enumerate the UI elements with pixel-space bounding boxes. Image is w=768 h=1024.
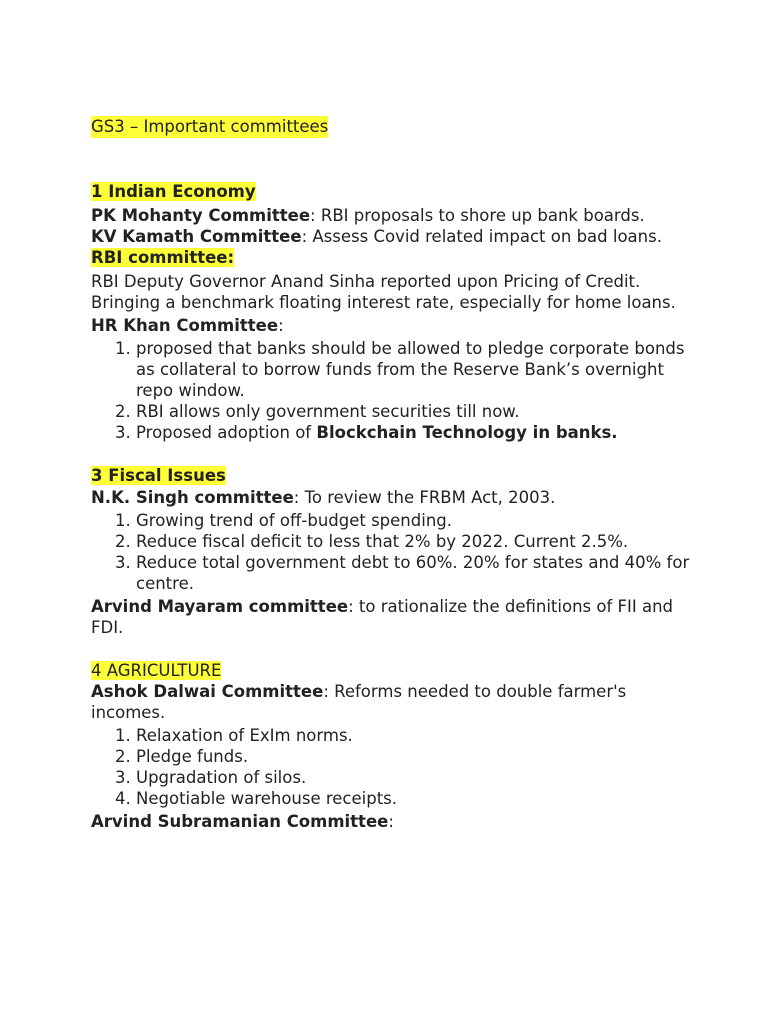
list-item: 1. proposed that banks should be allowed to pledge corporate bonds as collateral to borrow funds from the Reserve Bank’s overnight repo window. <box>136 338 691 401</box>
list-item: 3. Upgradation of silos. <box>136 767 691 788</box>
list-item: 2. Reduce fiscal deficit to less that 2% by 2022. Current 2.5%. <box>136 531 691 552</box>
paragraph-mayaram: Arvind Mayaram committee: to rationalize the definitions of FII and FDI. <box>91 597 674 637</box>
list-item: 1. Relaxation of ExIm norms. <box>136 725 691 746</box>
khan-list <box>91 338 691 443</box>
paragraph-mohanty: PK Mohanty Committee: RBI proposals to shore up bank boards. <box>91 206 645 225</box>
subheading-rbi-committee: RBI committee: <box>91 248 235 267</box>
document-title: GS3 – Important committees <box>91 117 329 136</box>
dalwai-list <box>91 725 691 809</box>
section-heading-fiscal-issues: 3 Fiscal Issues <box>91 466 226 485</box>
document-content <box>91 116 691 832</box>
list-item: 2. Pledge funds. <box>136 746 691 767</box>
committee-name: Arvind Mayaram committee <box>91 597 349 616</box>
paragraph-kamath: KV Kamath Committee: Assess Covid related impact on bad loans. <box>91 227 662 246</box>
list-item: 3. Proposed adoption of Blockchain Technology in banks. <box>136 422 691 443</box>
paragraph-dalwai: Ashok Dalwai Committee: Reforms needed to double farmer's incomes. <box>91 682 627 722</box>
committee-name: KV Kamath Committee <box>91 227 302 246</box>
paragraph-khan: HR Khan Committee: <box>91 316 284 335</box>
committee-name: Arvind Subramanian Committee <box>91 812 389 831</box>
list-item: 1. Growing trend of off-budget spending. <box>136 510 691 531</box>
list-item: 4. Negotiable warehouse receipts. <box>136 788 691 809</box>
paragraph-singh: N.K. Singh committee: To review the FRBM Act, 2003. <box>91 488 556 507</box>
section-heading-agriculture: 4 AGRICULTURE <box>91 661 222 680</box>
committee-name: PK Mohanty Committee <box>91 206 311 225</box>
paragraph-subramanian: Arvind Subramanian Committee: <box>91 812 394 831</box>
list-item: 2. RBI allows only government securities till now. <box>136 401 691 422</box>
list-item: 3. Reduce total government debt to 60%. 20% for states and 40% for centre. <box>136 552 691 594</box>
committee-name: N.K. Singh committee <box>91 488 294 507</box>
committee-name: HR Khan Committee <box>91 316 279 335</box>
section-heading-indian-economy: 1 Indian Economy <box>91 182 256 201</box>
singh-list <box>91 510 691 594</box>
committee-name: Ashok Dalwai Committee <box>91 682 324 701</box>
paragraph-rbi: RBI Deputy Governor Anand Sinha reported upon Pricing of Credit. Bringing a benchmark floating interest rate, especially for home loans. <box>91 272 676 312</box>
